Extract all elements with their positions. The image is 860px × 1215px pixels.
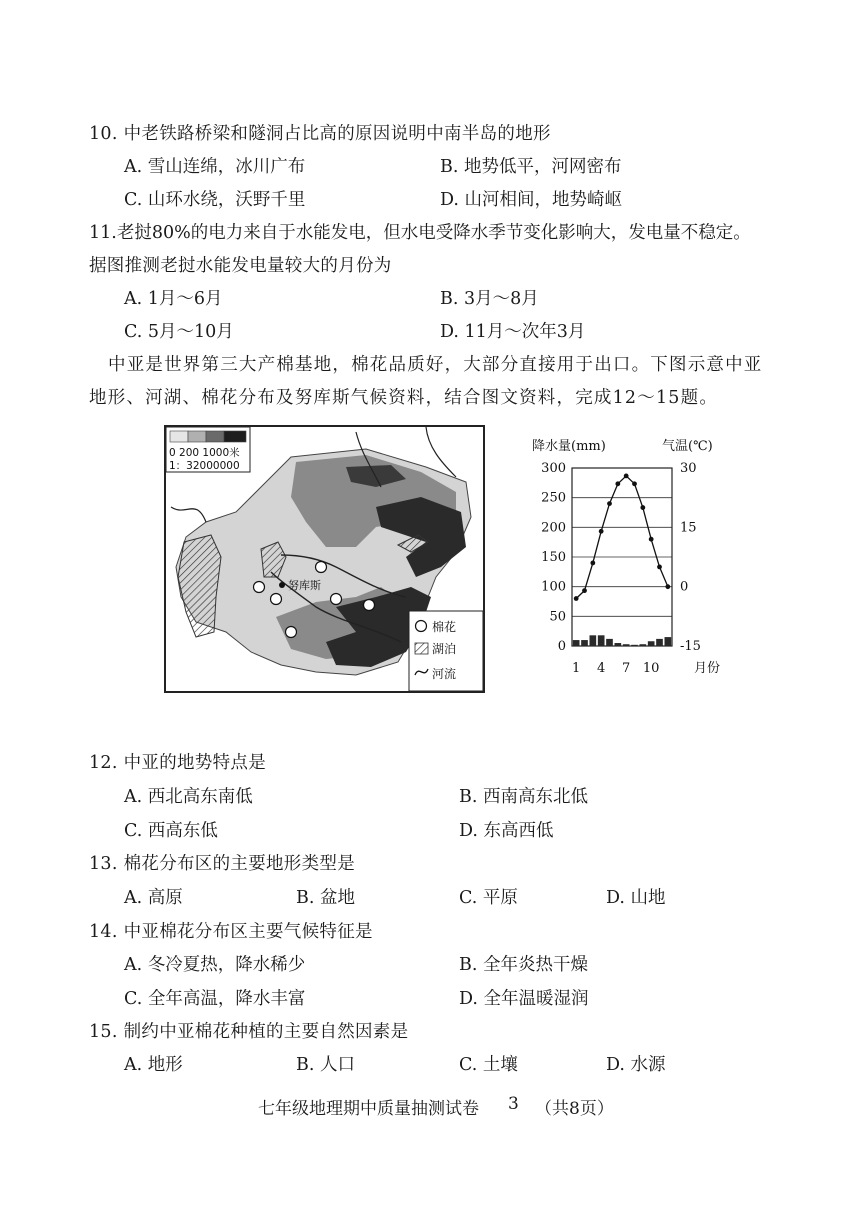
month-tick-label: 10 <box>642 661 660 676</box>
q13-option-a: A. 高原 <box>124 888 183 908</box>
q12-option-b: B. 西南高东北低 <box>459 787 588 807</box>
temperature-point <box>624 474 629 479</box>
temperature-point <box>657 564 662 569</box>
q11-option-b: B. 3月～8月 <box>440 289 539 309</box>
temp-tick-labels <box>680 461 701 654</box>
precip-bar <box>640 644 647 646</box>
q10-stem: 10. 中老铁路桥梁和隧洞占比高的原因说明中南半岛的地形 <box>89 124 551 144</box>
q12-option-c: C. 西高东低 <box>124 821 218 841</box>
q10-option-d: D. 山河相间，地势崎岖 <box>440 190 623 210</box>
temperature-point <box>574 596 579 601</box>
temp-tick-label: -15 <box>680 639 701 654</box>
temperature-point <box>582 588 587 593</box>
intro-line2: 地形、河湖、棉花分布及努库斯气候资料，结合图文资料，完成12～15题。 <box>89 388 719 408</box>
map-scale-label: 1：32000000 <box>169 460 240 472</box>
q15-option-b: B. 人口 <box>296 1055 355 1075</box>
precip-bar <box>581 640 588 646</box>
temp-tick-label: 0 <box>680 579 689 595</box>
q14-option-d: D. 全年温暖湿润 <box>459 989 589 1009</box>
q10-option-a: A. 雪山连绵，冰川广布 <box>124 157 306 177</box>
month-tick-labels <box>572 661 659 676</box>
q14-option-b: B. 全年炎热干燥 <box>459 955 588 975</box>
cotton-marker-6 <box>286 627 297 638</box>
temperature-point <box>640 505 645 510</box>
precipitation-bars <box>573 635 671 646</box>
footer-title: 七年级地理期中质量抽测试卷 <box>258 1099 479 1119</box>
central-asia-map <box>164 425 485 693</box>
temperature-point <box>665 584 670 589</box>
elevation-legend-label: 0 200 1000米 <box>169 447 240 459</box>
temperature-polyline <box>576 476 668 599</box>
precip-bar <box>648 641 655 646</box>
cotton-marker-5 <box>364 600 375 611</box>
footer-page-number: 3 <box>508 1094 519 1114</box>
legend-cotton-label: 棉花 <box>432 620 457 634</box>
q11-option-a: A. 1月～6月 <box>124 289 223 309</box>
q11-option-d: D. 11月～次年3月 <box>440 322 586 342</box>
precip-bar <box>590 635 597 646</box>
q10-option-c: C. 山环水绕，沃野千里 <box>124 190 306 210</box>
q14-option-a: A. 冬冷夏热，降水稀少 <box>124 955 306 975</box>
cotton-marker-4 <box>331 594 342 605</box>
cotton-marker-1 <box>254 582 265 593</box>
temperature-point <box>607 501 612 506</box>
caspian-lake <box>178 535 221 637</box>
precip-bar <box>656 639 663 646</box>
precip-tick-label: 100 <box>541 579 566 595</box>
precip-bar <box>615 643 622 646</box>
q11-option-c: C. 5月～10月 <box>124 322 234 342</box>
precip-bar <box>606 639 613 646</box>
q14-option-c: C. 全年高温，降水丰富 <box>124 989 306 1009</box>
q13-stem: 13. 棉花分布区的主要地形类型是 <box>89 854 355 874</box>
temperature-point <box>599 529 604 534</box>
q15-option-d: D. 水源 <box>606 1055 666 1075</box>
q10-option-b: B. 地势低平，河网密布 <box>440 157 622 177</box>
precip-bar <box>573 640 580 646</box>
legend-river-label: 河流 <box>432 667 457 681</box>
temperature-point <box>632 481 637 486</box>
q12-option-d: D. 东高西低 <box>459 821 554 841</box>
month-tick-label: 7 <box>622 661 631 676</box>
precip-tick-label: 250 <box>541 490 566 506</box>
q14-stem: 14. 中亚棉花分布区主要气候特征是 <box>89 922 373 942</box>
q12-stem: 12. 中亚的地势特点是 <box>89 753 266 773</box>
q13-option-c: C. 平原 <box>459 888 518 908</box>
elevation-legend <box>166 427 250 472</box>
nukus-city-dot <box>279 582 285 588</box>
nukus-label: 努库斯 <box>288 579 321 592</box>
temperature-point <box>649 537 654 542</box>
precip-tick-labels <box>541 461 566 654</box>
q15-option-a: A. 地形 <box>124 1055 183 1075</box>
cotton-marker-3 <box>316 562 327 573</box>
month-tick-label: 4 <box>597 661 606 676</box>
q13-option-b: B. 盆地 <box>296 888 355 908</box>
precip-tick-label: 50 <box>549 609 566 625</box>
month-tick-label: 1 <box>572 661 581 676</box>
q15-stem: 15. 制约中亚棉花种植的主要自然因素是 <box>89 1022 409 1042</box>
temp-axis-label: 气温(℃) <box>662 439 713 454</box>
footer-total-pages: （共8页） <box>535 1099 614 1119</box>
temperature-point <box>615 481 620 486</box>
q11-stem-line2: 据图推测老挝水能发电量较大的月份为 <box>89 256 392 276</box>
cotton-legend-icon <box>416 621 427 632</box>
nukus-climate-chart <box>520 436 725 681</box>
intro-line1: 中亚是世界第三大产棉基地，棉花品质好，大部分直接用于出口。下图示意中亚 <box>108 355 763 375</box>
cotton-marker-2 <box>271 594 282 605</box>
precip-bar <box>623 644 630 646</box>
precip-axis-label: 降水量(mm) <box>532 439 606 454</box>
map-graphic <box>166 427 483 691</box>
temperature-line <box>574 474 670 601</box>
precip-bar <box>631 645 638 646</box>
temperature-point <box>590 561 595 566</box>
q13-option-d: D. 山地 <box>606 888 666 908</box>
legend-lake-label: 湖泊 <box>432 642 457 656</box>
precip-tick-label: 150 <box>541 550 566 565</box>
precip-tick-label: 300 <box>541 461 566 476</box>
symbol-legend <box>409 611 483 691</box>
precip-bar <box>665 637 672 646</box>
q15-option-c: C. 土壤 <box>459 1055 518 1075</box>
river-west <box>171 507 206 522</box>
temp-tick-label: 15 <box>680 520 697 536</box>
temp-tick-label: 30 <box>680 461 697 476</box>
lake-legend-icon <box>415 643 428 654</box>
precip-tick-label: 0 <box>557 639 566 654</box>
q12-option-a: A. 西北高东南低 <box>124 787 253 807</box>
precip-bar <box>598 635 605 646</box>
month-axis-unit: 月份 <box>694 661 721 676</box>
q11-stem-line1: 11.老挝80%的电力来自于水能发电，但水电受降水季节变化影响大，发电量不稳定。 <box>89 223 751 243</box>
precip-tick-label: 200 <box>541 520 566 536</box>
